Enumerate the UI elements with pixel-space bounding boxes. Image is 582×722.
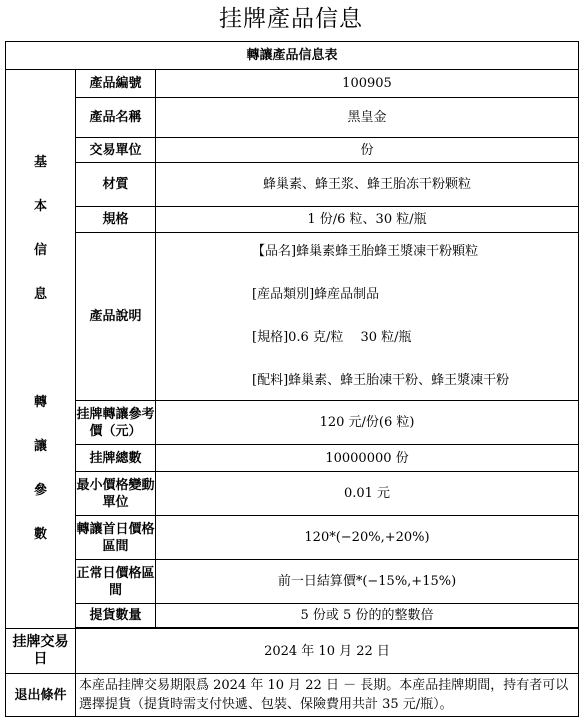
description-label: 產品說明	[76, 233, 156, 401]
product-code-label: 產品編號	[76, 70, 156, 98]
side-char: 讓	[33, 439, 47, 454]
spec-value: 1 份/6 粒、30 粒/瓶	[156, 207, 579, 233]
normal-day-range-label: 正常日價格區間	[76, 560, 156, 604]
page-title: 挂牌產品信息	[219, 6, 363, 32]
total-listed-label: 挂牌總數	[76, 445, 156, 472]
pickup-qty-value: 5 份或 5 份的的整數倍	[156, 604, 579, 628]
product-name-value: 黑皇金	[156, 98, 579, 138]
product-name-label: 產品名稱	[76, 98, 156, 138]
min-tick-label: 最小價格變動單位	[76, 472, 156, 516]
description-line: [規格]0.6 克/粒 30 粒/瓶	[252, 330, 412, 345]
material-value: 蜂巢素、蜂王浆、蜂王胎冻干粉颗粒	[156, 163, 579, 207]
trade-unit-label: 交易單位	[76, 138, 156, 163]
side-char: 數	[33, 527, 47, 542]
exit-conditions-text: 本産品挂牌交易期限爲 2024 年 10 月 22 日 － 長期。本産品挂牌期間，持有者可以選擇提貨（提貨時需支付快遞、包裝、保險費用共計 35 元/瓶）。	[76, 674, 579, 717]
total-listed-value: 10000000 份	[156, 445, 579, 472]
description-line: 【品名]蜂巢素蜂王胎蜂王漿凍干粉顆粒	[252, 244, 479, 259]
listing-date-value: 2024 年 10 月 22 日	[76, 629, 579, 674]
ref-price-value: 120 元/份(6 粒)	[156, 401, 579, 445]
normal-day-range-value: 前一日結算價*(−15%,+15%)	[156, 560, 579, 604]
min-tick-value: 0.01 元	[156, 472, 579, 516]
side-char: 信	[33, 243, 47, 258]
listing-date-label: 挂牌交易日	[6, 629, 76, 674]
product-code-value: 100905	[156, 70, 579, 98]
first-day-range-value: 120*(−20%,+20%)	[156, 516, 579, 560]
side-char: 轉	[33, 395, 47, 410]
first-day-range-label: 轉讓首日價格區間	[76, 516, 156, 560]
table-title: 轉讓產品信息表	[6, 42, 579, 70]
exit-conditions-label: 退出條件	[6, 674, 76, 717]
description-value	[156, 233, 579, 401]
material-label: 材質	[76, 163, 156, 207]
side-char: 參	[33, 483, 47, 498]
ref-price-label: 挂牌轉讓參考價（元）	[76, 401, 156, 445]
side-char: 息	[33, 287, 47, 302]
spec-label: 規格	[76, 207, 156, 233]
trade-unit-value: 份	[156, 138, 579, 163]
pickup-qty-label: 提貨數量	[76, 604, 156, 628]
side-label-basic-transfer	[6, 70, 76, 629]
description-line: [配料]蜂巢素、蜂王胎凍干粉、蜂王漿凍干粉	[252, 373, 510, 388]
description-line: [産品類別]蜂産品制品	[252, 287, 380, 302]
product-info-table	[5, 41, 579, 717]
side-char: 本	[33, 199, 47, 214]
side-char: 基	[33, 155, 47, 170]
